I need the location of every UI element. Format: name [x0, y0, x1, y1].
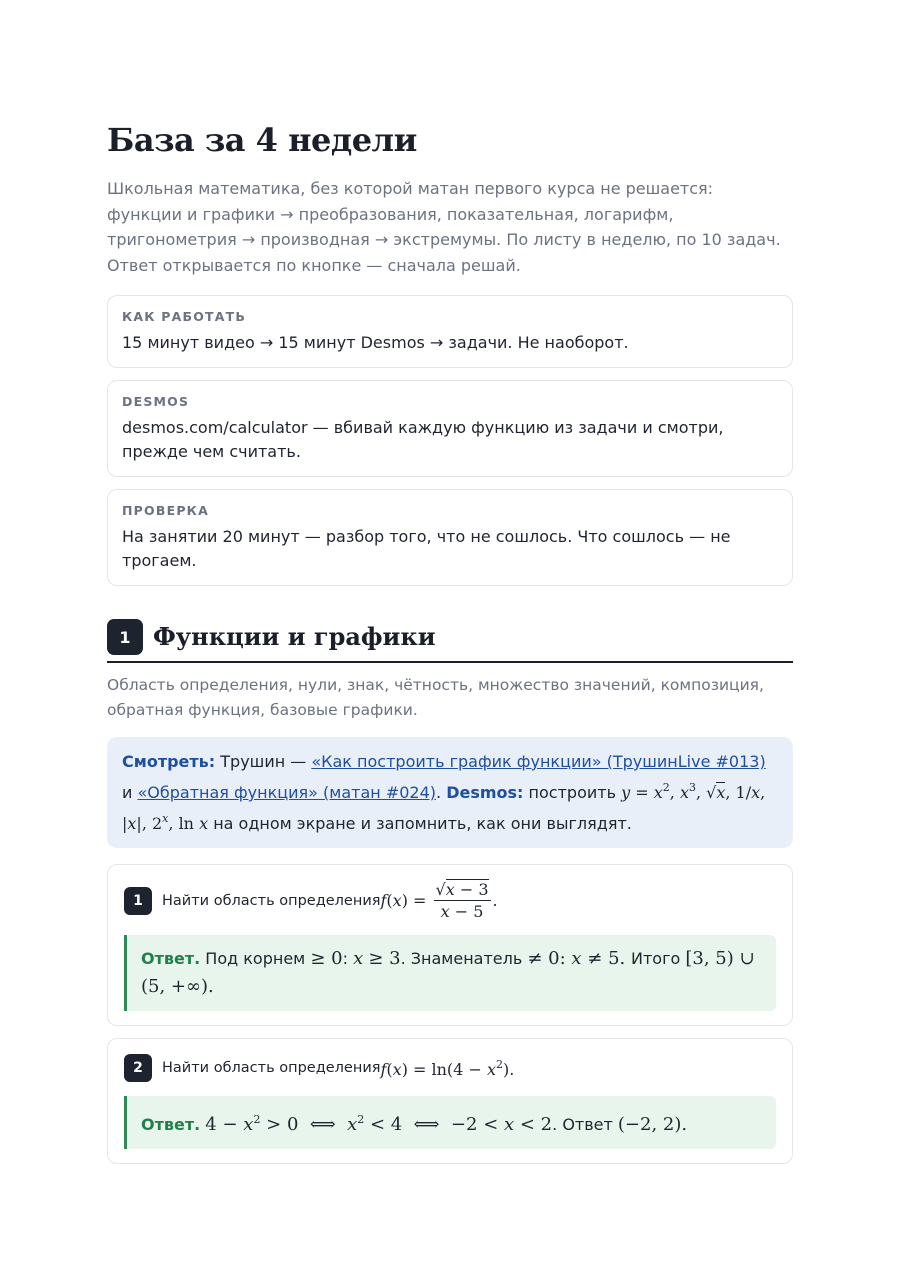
info-card-text: На занятии 20 минут — разбор того, что не сошлось. Что сошлось — не трогаем.	[122, 527, 731, 570]
watch-author: Трушин —	[215, 752, 312, 771]
task-number-badge: 1	[124, 887, 152, 915]
task-number-badge: 2	[124, 1054, 152, 1082]
task-prompt-text: Найти область определения	[162, 892, 381, 909]
info-card-label: ПРОВЕРКА	[122, 503, 209, 518]
desmos-tail: на одном экране и запомнить, как они выглядят.	[208, 814, 632, 833]
section-title: Функции и графики	[153, 622, 436, 651]
info-card-text: desmos.com/calculator — вбивай каждую функцию из задачи и смотри, прежде чем считать.	[122, 418, 724, 461]
task-formula: $f(x) = \ln(4 - x^2)$.	[380, 1057, 515, 1079]
section-subtitle: Область определения, нули, знак, чётность, множество значений, композиция, обратная функция, базовые графики.	[107, 676, 764, 719]
answer-formula: (−2, 2).	[617, 1114, 688, 1135]
info-card-check	[107, 489, 793, 586]
video-link-graph[interactable]: «Как построить график функции» (ТрушинLive #013)	[311, 752, 766, 771]
answer-text: . Знаменатель	[400, 949, 528, 968]
watch-box	[107, 737, 793, 848]
task-card	[107, 864, 793, 1026]
answer-text: Итого	[631, 949, 681, 968]
info-card-label: DESMOS	[122, 394, 190, 409]
section-header	[107, 619, 793, 663]
info-card-desmos	[107, 380, 793, 477]
function-list-formula: $y = x^2$, $x^3$, √x, 1/x, |x|, 2$^x$, ln x	[122, 781, 766, 833]
answer-label: Ответ.	[141, 1115, 201, 1134]
task-prompt-text: Найти область определения	[162, 1060, 381, 1076]
answer-formula: ≥ 0	[310, 948, 343, 969]
info-card-text: 15 минут видео → 15 минут Desmos → задачи. Не наоборот.	[122, 333, 629, 352]
answer-formula: ≠ 5.	[581, 948, 631, 969]
answer-formula: x	[571, 948, 582, 969]
task-formula: f ( x ) = $\frac{√x - 3}{x - 5}$ .	[380, 880, 498, 921]
task-prompt	[162, 880, 498, 921]
answer-formula: x	[353, 948, 364, 969]
page-title: База за 4 недели	[107, 121, 417, 159]
answer-formula: $4 - x^2 > 0$ ⟺ $x^2 < 4$ ⟺ −2 < x < 2	[205, 1113, 553, 1135]
task-card	[107, 1038, 793, 1164]
answer-formula: ≥ 3	[368, 948, 401, 969]
page-lead: Школьная математика, без которой матан первого курса не решается: функции и графики → преобразования, показательная, логарифм, тригонометрия → производная → экстремумы. По листу в неделю, по 10 задач. Ответ открывается по кнопке — сначала решай.	[107, 179, 781, 275]
answer-formula: [3, 5) ∪ (5, +∞).	[141, 948, 755, 997]
answer-formula: ≠ 0:	[527, 948, 572, 969]
content	[107, 118, 793, 1176]
task-prompt	[162, 1058, 514, 1079]
section-number-badge: 1	[107, 619, 143, 655]
answer-text: Под корнем	[200, 949, 311, 968]
watch-after-links: .	[436, 783, 447, 802]
answer-block: Ответ. Под корнем ≥ 0: x ≥ 3. Знаменатель ≠ 0: x ≠ 5. Итого [3, 5) ∪ (5, +∞).	[124, 935, 776, 1011]
video-link-inverse[interactable]: «Обратная функция» (матан #024)	[137, 783, 437, 802]
desmos-label: Desmos:	[446, 783, 524, 802]
desmos-text: построить	[523, 783, 622, 802]
answer-text: . Ответ	[552, 1115, 618, 1134]
watch-and: и	[122, 783, 138, 802]
answer-label: Ответ.	[141, 949, 201, 968]
answer-block	[124, 1096, 776, 1149]
info-card-how	[107, 295, 793, 368]
info-card-label: КАК РАБОТАТЬ	[122, 309, 247, 324]
watch-label: Смотреть:	[122, 752, 216, 771]
